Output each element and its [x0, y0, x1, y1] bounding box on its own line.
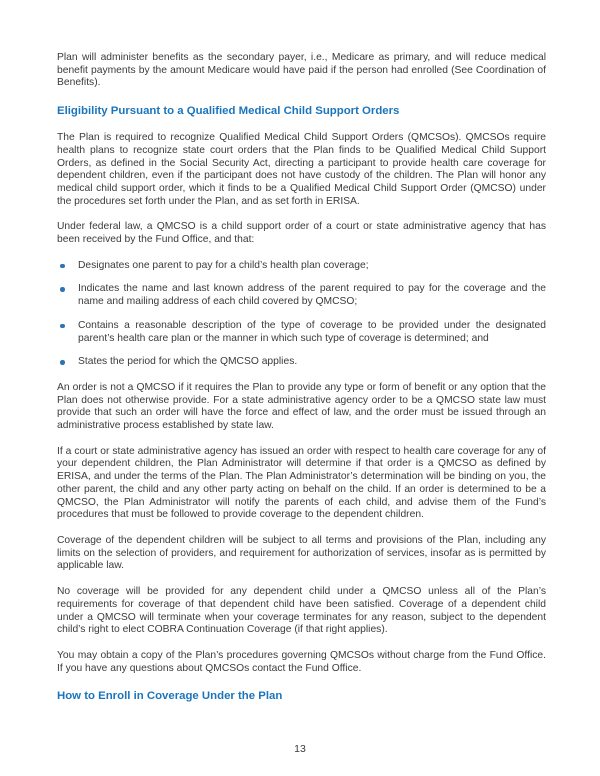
qmcso-criteria-list	[57, 260, 546, 369]
paragraph-qmcso-recognition: The Plan is required to recognize Qualified Medical Child Support Orders (QMCSOs). QMCSOs require health plans to recognize state court orders that the Plan finds to be Qualified Medical Child Support Orders, as defined in the Social Security Act, directing a participant to provide health care coverage for dependent children, even if the participant does not have custody of the children. The Plan will honor any medical child support order, which it finds to be a Qualified Medical Child Support Order (QMCSO) under the procedures set forth under the Plan, and as set forth in ERISA.	[57, 132, 546, 207]
list-item-text: Contains a reasonable description of the type of coverage to be provided under the designated parent’s health care plan or the manner in which such type of coverage is determined; and	[78, 319, 546, 344]
paragraph-coverage-terms: Coverage of the dependent children will be subject to all terms and provisions of the Plan, including any limits on the selection of providers, and requirement for authorization of services, insofar as is permitted by applicable law.	[57, 534, 546, 572]
list-item	[57, 283, 546, 308]
section-heading-enroll: How to Enroll in Coverage Under the Plan	[57, 690, 283, 703]
list-item	[57, 356, 546, 369]
list-item-text: Indicates the name and last known address of the parent required to pay for the coverage and the name and mailing address of each child covered by QMCSO;	[78, 283, 546, 308]
document-content	[57, 52, 546, 717]
section-heading-qmcso-eligibility: Eligibility Pursuant to a Qualified Medical Child Support Orders	[57, 105, 400, 118]
list-item-text: States the period for which the QMCSO applies.	[78, 356, 298, 368]
paragraph-qmcso-federal-law: Under federal law, a QMCSO is a child support order of a court or state administrative agency that has been received by the Fund Office, and that:	[57, 221, 546, 246]
paragraph-order-not-qmcso: An order is not a QMCSO if it requires the Plan to provide any type or form of benefit or any option that the Plan does not otherwise provide. For a state administrative agency order to be a QMCSO state law must provide that such an order will have the force and effect of law, and the order must be issued through an administrative process established by state law.	[57, 381, 546, 432]
page-number: 13	[294, 743, 306, 755]
bullet-icon	[60, 324, 65, 329]
bullet-icon	[60, 287, 65, 292]
list-item-text: Designates one parent to pay for a child’s health plan coverage;	[78, 259, 369, 271]
list-item	[57, 260, 546, 273]
paragraph-administrator-determination: If a court or state administrative agency has issued an order with respect to health care coverage for any of your dependent children, the Plan Administrator will determine if that order is a QMCSO as defined by ERISA, and under the terms of the Plan. The Plan Administrator’s determination will be binding on you, the other parent, the child and any other party acting on behalf on the child. If an order is determined to be a QMCSO, the Plan Administrator will notify the parents of each child, and advise them of the Fund’s procedures that must be followed to provide coverage to the dependent children.	[57, 445, 546, 521]
bullet-icon	[60, 264, 65, 269]
paragraph-obtain-procedures: You may obtain a copy of the Plan’s procedures governing QMCSOs without charge from the Fund Office. If you have any questions about QMCSOs contact the Fund Office.	[57, 649, 546, 674]
paragraph-medicare-secondary-payer: Plan will administer benefits as the secondary payer, i.e., Medicare as primary, and will reduce medical benefit payments by the amount Medicare would have paid if the person had enrolled (See Coordination of Benefits).	[57, 52, 546, 89]
paragraph-coverage-requirements: No coverage will be provided for any dependent child under a QMCSO unless all of the Plan’s requirements for coverage of that dependent child have been satisfied. Coverage of a dependent child under a QMCSO will terminate when your coverage terminates for any reason, subject to the dependent child’s right to elect COBRA Continuation Coverage (if that right applies).	[57, 586, 546, 636]
bullet-icon	[60, 360, 65, 365]
list-item	[57, 320, 546, 345]
